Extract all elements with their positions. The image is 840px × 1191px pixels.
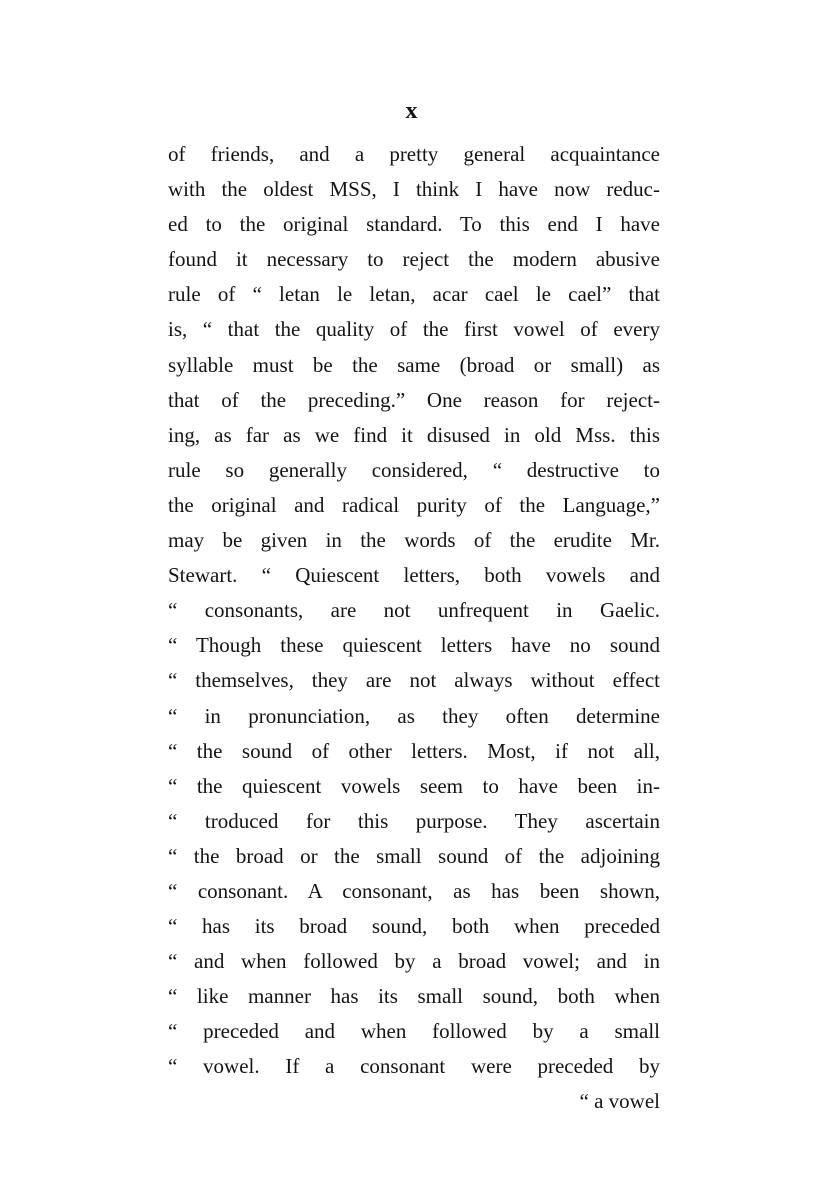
text-line: the original and radical purity of the Language,” <box>168 492 660 517</box>
text-line: that of the preceding.” One reason for reject- <box>168 387 660 412</box>
text-line: “ and when followed by a broad vowel; and in <box>168 949 660 974</box>
text-line: “ Though these quiescent letters have no sound <box>168 633 660 658</box>
catchword: “ a vowel <box>579 1089 660 1113</box>
text-line: “ in pronunciation, as they often determine <box>168 703 660 728</box>
text-line: “ like manner has its small sound, both when <box>168 984 660 1009</box>
text-line: “ consonants, are not unfrequent in Gaelic. <box>168 598 660 623</box>
page-number: x <box>405 98 419 124</box>
text-line: ed to the original standard. To this end I have <box>168 212 660 237</box>
text-line: of friends, and a pretty general acquaintance <box>168 142 660 166</box>
text-line: “ preceded and when followed by a small <box>168 1019 660 1044</box>
body-text <box>168 137 660 1085</box>
text-line: may be given in the words of the erudite Mr. <box>168 528 660 553</box>
text-line: rule of “ letan le letan, acar cael le cael” that <box>168 282 660 307</box>
text-line: “ consonant. A consonant, as has been shown, <box>168 878 660 903</box>
text-line: syllable must be the same (broad or small) as <box>168 352 660 377</box>
text-line: “ the quiescent vowels seem to have been in- <box>168 773 660 798</box>
text-line: is, “ that the quality of the first vowel of every <box>168 317 660 342</box>
text-line: “ the broad or the small sound of the adjoining <box>168 843 660 868</box>
text-line: “ the sound of other letters. Most, if not all, <box>168 738 660 763</box>
text-line: rule so generally considered, “ destructive to <box>168 457 660 482</box>
text-line: “ has its broad sound, both when preceded <box>168 914 660 939</box>
text-line: found it necessary to reject the modern abusive <box>168 247 660 272</box>
text-line: Stewart. “ Quiescent letters, both vowels and <box>168 563 660 588</box>
text-line: “ vowel. If a consonant were preceded by <box>168 1054 660 1079</box>
text-line: “ themselves, they are not always without effect <box>168 668 660 693</box>
text-line: “ troduced for this purpose. They ascertain <box>168 808 660 833</box>
text-line: with the oldest MSS, I think I have now reduc- <box>168 177 660 202</box>
text-line: ing, as far as we find it disused in old Mss. this <box>168 422 660 447</box>
